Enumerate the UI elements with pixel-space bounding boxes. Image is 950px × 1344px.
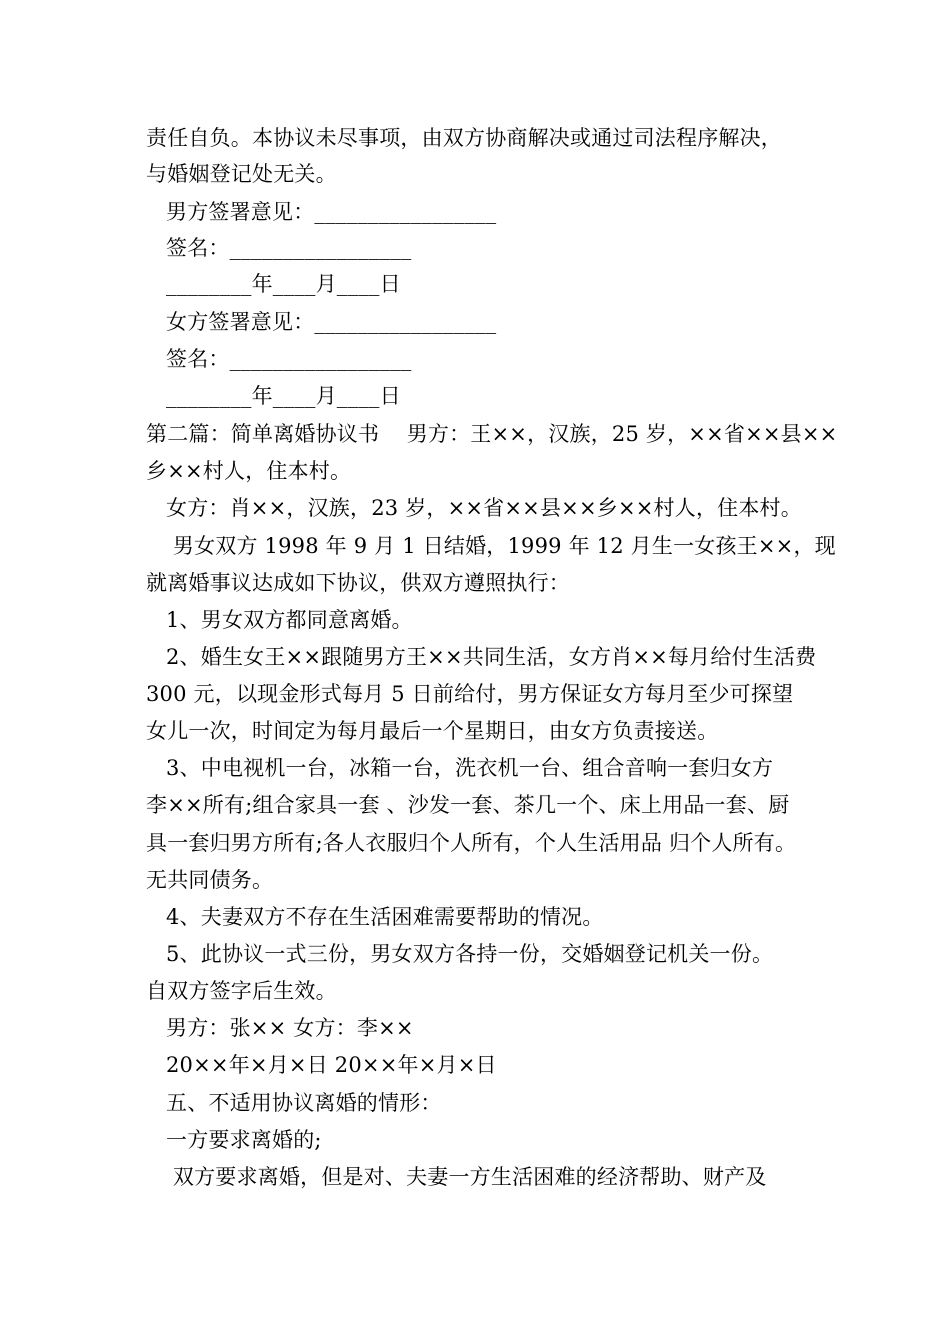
- text-line: 自双方签字后生效。: [146, 979, 337, 1003]
- male-date-line: ________年____月____日: [166, 272, 401, 296]
- text-line: 具一套归男方所有;各人衣服归个人所有，个人生活用品 归个人所有。: [146, 831, 797, 855]
- male-opinion-line: 男方签署意见：_________________: [166, 200, 497, 224]
- text-line: 责任自负。本协议未尽事项，由双方协商解决或通过司法程序解决，: [146, 126, 782, 150]
- text-line: 无共同债务。: [146, 868, 274, 892]
- clause-3: 3、中电视机一台，冰箱一台，洗衣机一台、组合音响一套归女方: [166, 756, 774, 780]
- text-line: 300 元，以现金形式每月 5 日前给付，男方保证女方每月至少可探望: [146, 682, 794, 706]
- text-line: 女方：肖××，汉族，23 岁，××省××县××乡××村人，住本村。: [166, 496, 802, 520]
- clause-4: 4、夫妻双方不存在生活困难需要帮助的情况。: [166, 905, 604, 929]
- text-line: 女儿一次，时间定为每月最后一个星期日，由女方负责接送。: [146, 719, 719, 743]
- female-opinion-line: 女方签署意见：_________________: [166, 310, 497, 334]
- text-line: 一方要求离婚的;: [166, 1128, 322, 1152]
- text-line: 乡××村人，住本村。: [146, 459, 352, 483]
- signatories-line: 男方：张×× 女方：李××: [166, 1016, 414, 1040]
- text-line: 男女双方 1998 年 9 月 1 日结婚，1999 年 12 月生一女孩王××，现: [166, 534, 836, 558]
- dates-line: 20××年×月×日 20××年×月×日: [166, 1053, 497, 1077]
- section-heading: 五、不适用协议离婚的情形：: [166, 1091, 442, 1115]
- clause-5: 5、此协议一式三份，男女双方各持一份，交婚姻登记机关一份。: [166, 942, 774, 966]
- text-line: 李××所有;组合家具一套 、沙发一套、茶几一个、床上用品一套、厨: [146, 793, 790, 817]
- clause-1: 1、男女双方都同意离婚。: [166, 608, 413, 632]
- female-date-line: ________年____月____日: [166, 384, 401, 408]
- text-line: 双方要求离婚，但是对、夫妻一方生活困难的经济帮助、财产及: [166, 1165, 767, 1189]
- text-line: 就离婚事议达成如下协议，供双方遵照执行：: [146, 571, 570, 595]
- section-heading: 第二篇：简单离婚协议书 男方：王××，汉族，25 岁，××省××县××: [146, 422, 838, 446]
- clause-2: 2、婚生女王××跟随男方王××共同生活，女方肖××每月给付生活费: [166, 645, 817, 669]
- text-line: 与婚姻登记处无关。: [146, 162, 337, 186]
- male-signature-line: 签名：_________________: [166, 236, 412, 260]
- female-signature-line: 签名：_________________: [166, 347, 412, 371]
